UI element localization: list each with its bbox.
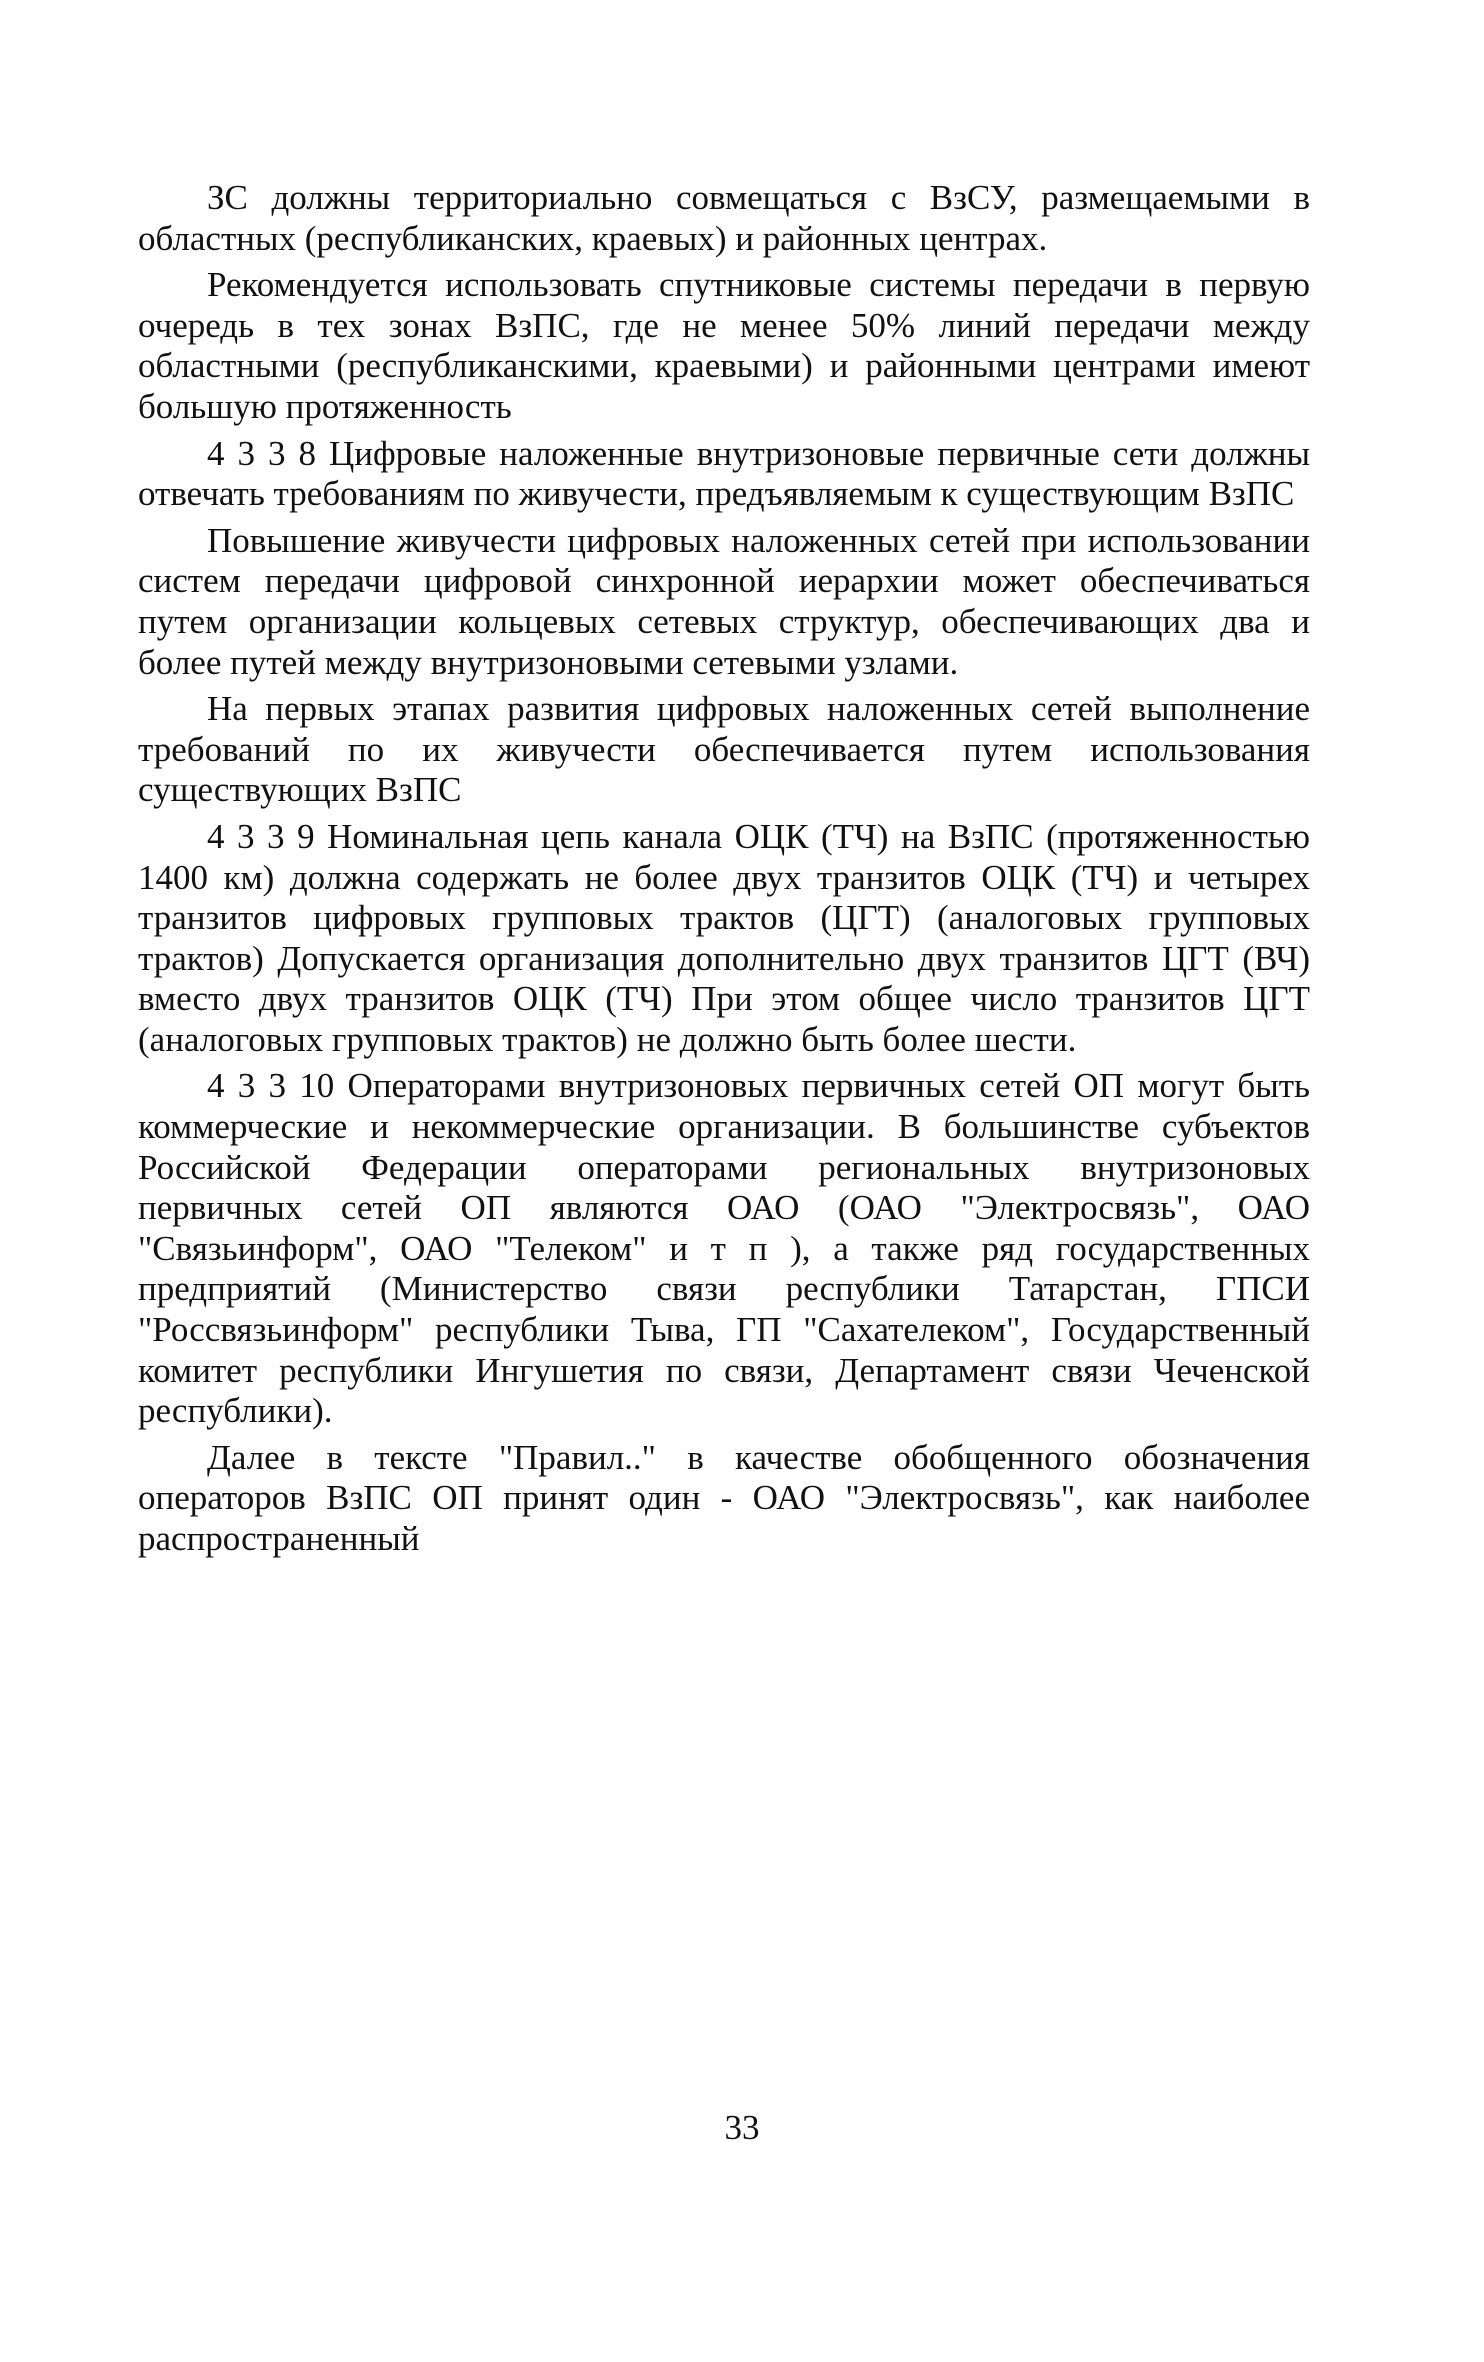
document-body	[138, 178, 1310, 1566]
paragraph-first-stages: На первых этапах развития цифровых наложенных сетей выполнение требований по их живучести обеспечивается путем использования существующих ВзПС	[138, 689, 1310, 810]
paragraph-satellite-recommendation: Рекомендуется использовать спутниковые системы передачи в первую очередь в тех зонах ВзПС, где не менее 50% линий передачи между областными (республиканскими, краевыми) и районными центрами имеют большую протяженность	[138, 265, 1310, 426]
paragraph-zs-placement: ЗС должны территориально совмещаться с ВзСУ, размещаемыми в областных (республиканских, краевых) и районных центрах.	[138, 178, 1310, 258]
paragraph-43310-operators: 4 3 3 10 Операторами внутризоновых первичных сетей ОП могут быть коммерческие и некоммерческие организации. В большинстве субъектов Российской Федерации операторами региональных внутризоновых первичных сетей ОП являются ОАО (ОАО "Электросвязь", ОАО "Связьинформ", ОАО "Телеком" и т п ), а также ряд государственных предприятий (Министерство связи республики Татарстан, ГПСИ "Россвязьинформ" республики Тыва, ГП "Сахателеком", Государственный комитет республики Ингушетия по связи, Департамент связи Чеченской республики).	[138, 1066, 1310, 1431]
paragraph-4339-nominal-chain: 4 3 3 9 Номинальная цепь канала ОЦК (ТЧ) на ВзПС (протяженностью 1400 км) должна содержать не более двух транзитов ОЦК (ТЧ) и четырех транзитов цифровых групповых трактов (ЦГТ) (аналоговых групповых трактов) Допускается организация дополнительно двух транзитов ЦГТ (ВЧ) вместо двух транзитов ОЦК (ТЧ) При этом общее число транзитов ЦГТ (аналоговых групповых трактов) не должно быть более шести.	[138, 816, 1310, 1059]
paragraph-rules-designation: Далее в тексте "Правил.." в качестве обобщенного обозначения операторов ВзПС ОП принят один - ОАО "Электросвязь", как наиболее распространенный	[138, 1437, 1310, 1558]
page-number: 33	[724, 2108, 760, 2147]
paragraph-survivability-increase: Повышение живучести цифровых наложенных сетей при использовании систем передачи цифровой синхронной иерархии может обеспечиваться путем организации кольцевых сетевых структур, обеспечивающих два и более путей между внутризоновыми сетевыми узлами.	[138, 520, 1310, 682]
paragraph-4338-survivability: 4 3 3 8 Цифровые наложенные внутризоновые первичные сети должны отвечать требованиям по живучести, предъявляемым к существующим ВзПС	[138, 433, 1310, 514]
